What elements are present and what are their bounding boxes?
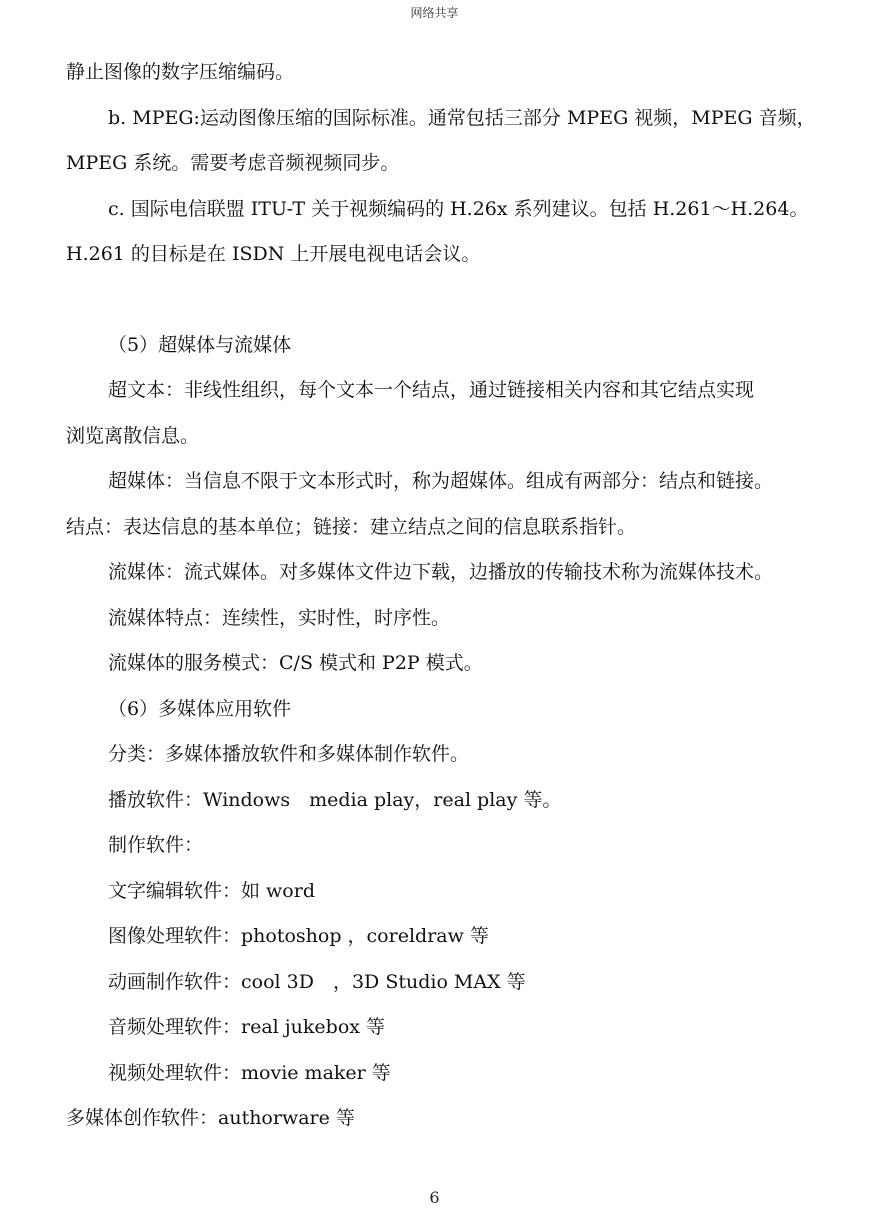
paragraph-authoring-software: 制作软件： (108, 834, 204, 856)
paragraph-classification: 分类：多媒体播放软件和多媒体制作软件。 (108, 743, 470, 765)
list-item-multimedia-creation: 多媒体创作软件：authorware 等 (66, 1107, 355, 1129)
page-header: 网络共享 (410, 6, 459, 20)
list-item-animation: 动画制作软件：cool 3D ，3D Studio MAX 等 (108, 970, 526, 993)
paragraph-line: 浏览离散信息。 (66, 424, 200, 447)
page-number: 6 (429, 1188, 440, 1207)
paragraph-itu: c. 国际电信联盟 ITU-T 关于视频编码的 H.26x 系列建议。包括 H.261～H.264。 (108, 197, 809, 220)
paragraph-streaming-features: 流媒体特点：连续性，实时性，时序性。 (108, 606, 451, 629)
document-body (66, 50, 816, 1142)
section-gap (66, 278, 806, 323)
paragraph-line: 静止图像的数字压缩编码。 (66, 61, 295, 83)
list-item-text-editing: 文字编辑软件：如 word (108, 879, 315, 902)
paragraph-streaming: 流媒体：流式媒体。对多媒体文件边下载，边播放的传输技术称为流媒体技术。 (108, 561, 774, 583)
paragraph-line: MPEG 系统。需要考虑音频视频同步。 (66, 152, 400, 174)
list-item-video: 视频处理软件：movie maker 等 (108, 1061, 391, 1084)
list-item-audio: 音频处理软件：real jukebox 等 (108, 1016, 386, 1038)
section-heading-5: （5）超媒体与流媒体 (108, 333, 292, 356)
paragraph-streaming-modes: 流媒体的服务模式：C/S 模式和 P2P 模式。 (108, 652, 483, 674)
paragraph-line: H.261 的目标是在 ISDN 上开展电视电话会议。 (66, 243, 481, 265)
paragraph-player-software: 播放软件：Windows media play，real play 等。 (108, 788, 562, 811)
paragraph-hypertext: 超文本：非线性组织，每个文本一个结点，通过链接相关内容和其它结点实现 (108, 379, 755, 401)
paragraph-line: 结点：表达信息的基本单位；链接：建立结点之间的信息联系指针。 (66, 515, 637, 538)
section-heading-6: （6）多媒体应用软件 (108, 697, 292, 720)
paragraph-hypermedia: 超媒体：当信息不限于文本形式时，称为超媒体。组成有两部分：结点和链接。 (108, 470, 774, 492)
paragraph-mpeg: b. MPEG:运动图像压缩的国际标准。通常包括三部分 MPEG 视频，MPEG 音频， (108, 106, 816, 129)
list-item-image-processing: 图像处理软件：photoshop ，coreldraw 等 (108, 925, 489, 947)
